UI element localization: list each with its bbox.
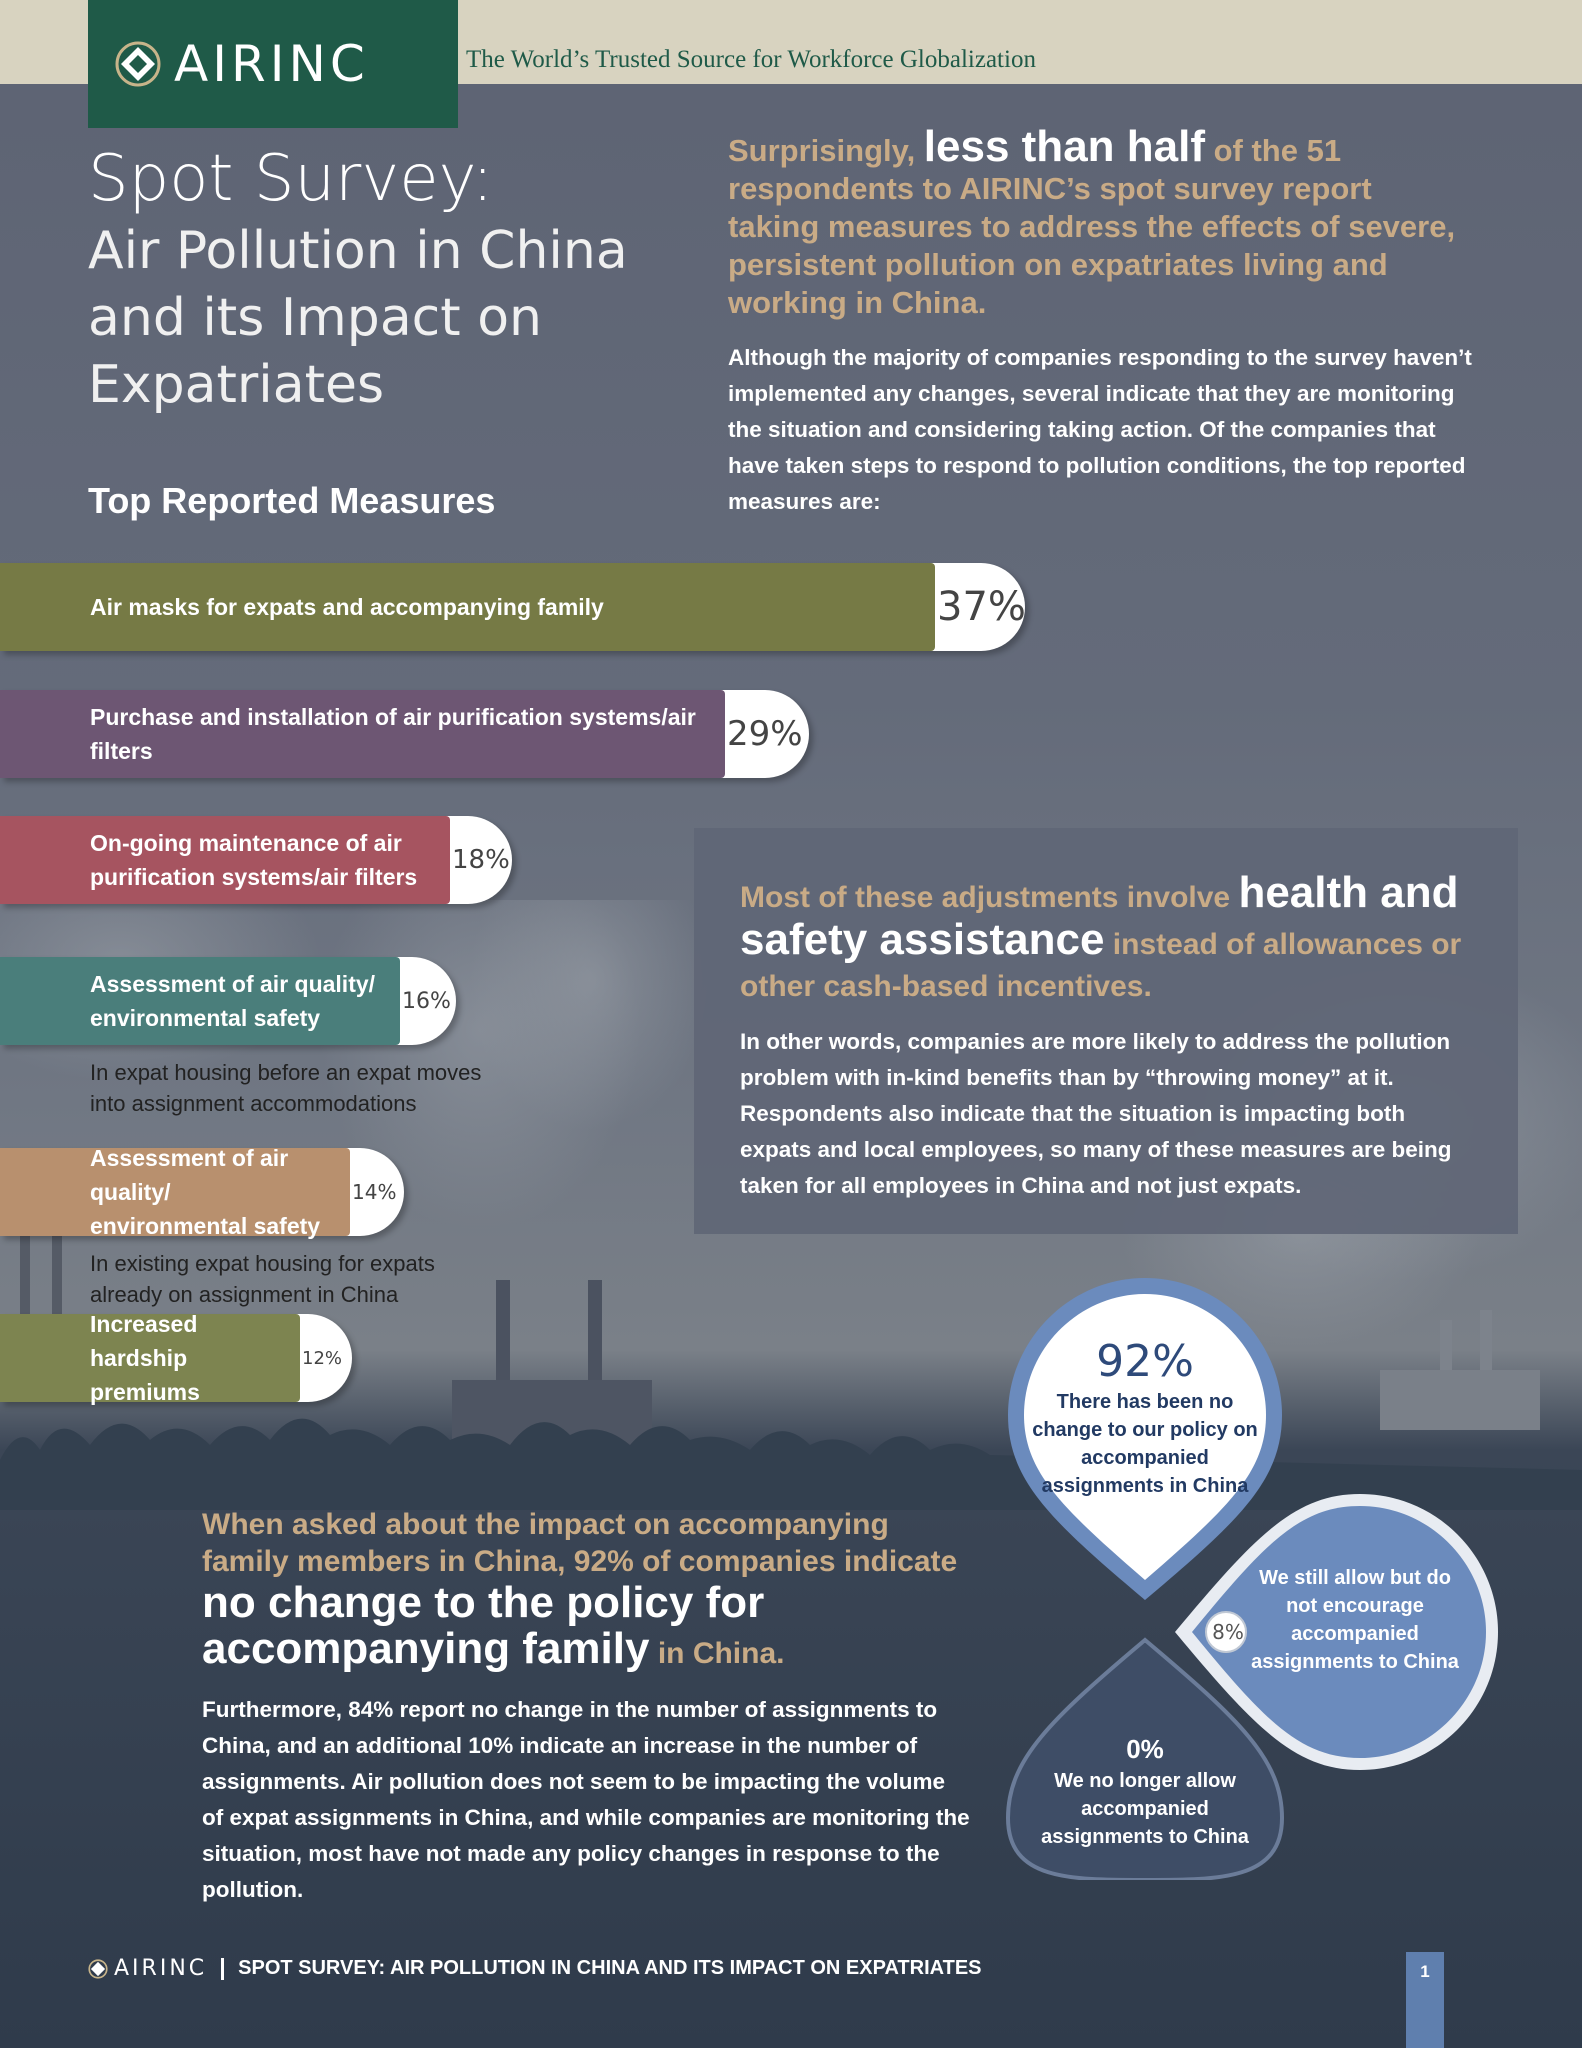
page-number: 1	[1406, 1952, 1444, 2048]
airinc-logo[interactable]	[88, 0, 458, 128]
health-lead-highlight: health and safety assistance	[740, 868, 1459, 964]
measure-bar	[0, 816, 512, 904]
drop-92-text: There has been no change to our policy on accompanied assignments in China	[1032, 1391, 1258, 1497]
family-lead-post: in China.	[649, 1637, 785, 1670]
measure-bar-note: In existing expat housing for expats already on assignment in China	[90, 1251, 435, 1307]
health-lead-post: instead of allowances or other cash-based incentives.	[740, 928, 1462, 1003]
measure-bar	[0, 957, 456, 1045]
measure-bar-label: Increased hardship premiums	[0, 1314, 300, 1402]
measure-bar-percent: 12%	[302, 1347, 343, 1369]
health-callout-box	[694, 828, 1518, 1234]
measure-bar-percent: 14%	[352, 1180, 397, 1204]
family-lead	[202, 1506, 962, 1672]
measure-bar-label: Air masks for expats and accompanying family	[0, 563, 935, 651]
measure-bar	[0, 690, 809, 778]
measure-bar-label: Assessment of air quality/ environmental safety	[0, 1148, 350, 1236]
drop-92-percent: 92%	[1096, 1336, 1194, 1387]
intro-lead-highlight: less than half	[923, 122, 1205, 171]
family-lead-pre: When asked about the impact on accompanying family members in China, 92% of companies indicate	[202, 1508, 958, 1578]
health-lead-pre: Most of these adjustments involve	[740, 881, 1239, 914]
tagline: The World’s Trusted Source for Workforce Globalization	[466, 46, 1036, 73]
measure-bar	[0, 1311, 352, 1405]
page-subtitle: Air Pollution in China and its Impact on Expatriates	[88, 221, 628, 415]
measure-bar-percent: 37%	[937, 584, 1026, 630]
measure-bar-label: Purchase and installation of air purification systems/air filters	[0, 690, 725, 778]
measure-bar-note: In expat housing before an expat moves into assignment accommodations	[90, 1060, 482, 1116]
health-body: In other words, companies are more likely to address the pollution problem with in-kind benefits than by “throwing money” at it. Respondents also indicate that the situation is impacting both expats and local employees, so many of these measures are being taken for all employees in China and not just expats.	[740, 1029, 1452, 1198]
airinc-diamond-icon	[88, 1959, 108, 1979]
airinc-diamond-icon	[114, 40, 162, 88]
health-lead	[740, 868, 1472, 1008]
measure-bar-label: On-going maintenance of air purification systems/air filters	[0, 816, 450, 904]
measure-bar	[0, 1145, 404, 1239]
drop-8-percent: 8%	[1212, 1620, 1244, 1644]
footer-divider	[221, 1958, 224, 1980]
measure-bar	[0, 563, 1025, 651]
footer-title: SPOT SURVEY: AIR POLLUTION IN CHINA AND ITS IMPACT ON EXPATRIATES	[238, 1957, 982, 1979]
logo-wordmark: AIRINC	[174, 35, 369, 93]
family-lead-highlight: no change to the policy for accompanying family	[202, 1578, 765, 1673]
page-title: Spot Survey:	[88, 142, 494, 216]
measure-bar-percent: 18%	[452, 845, 510, 875]
measures-heading: Top Reported Measures	[88, 480, 496, 521]
drop-0-percent: 0%	[1126, 1734, 1164, 1764]
family-body: Furthermore, 84% report no change in the number of assignments to China, and an additional 10% indicate an increase in the number of assignments. Air pollution does not seem to be impacting the volume of expat assignments in China, and while companies are monitoring the situation, most have not made any policy changes in response to the pollution.	[202, 1697, 970, 1902]
measure-bar-percent: 16%	[402, 988, 451, 1014]
drop-0-text: We no longer allow accompanied assignments to China	[1041, 1770, 1249, 1848]
drop-8-text: We still allow but do not encourage accompanied assignments to China	[1251, 1567, 1459, 1673]
measure-bar-label: Assessment of air quality/ environmental safety	[0, 957, 400, 1045]
footer-logo: AIRINC	[114, 1956, 208, 1981]
intro-lead-post: of the 51 respondents to AIRINC’s spot survey report taking measures to address the effects of severe, persistent pollution on expatriates living and working in China.	[728, 133, 1456, 320]
footer	[88, 1956, 982, 1981]
measure-bar-percent: 29%	[727, 714, 803, 754]
intro-lead	[728, 122, 1468, 322]
intro-lead-pre: Surprisingly,	[728, 133, 924, 168]
intro-body: Although the majority of companies responding to the survey haven’t implemented any changes, several indicate that they are monitoring the situation and considering taking action. Of the companies that have taken steps to respond to pollution conditions, the top reported measures are:	[728, 345, 1472, 514]
